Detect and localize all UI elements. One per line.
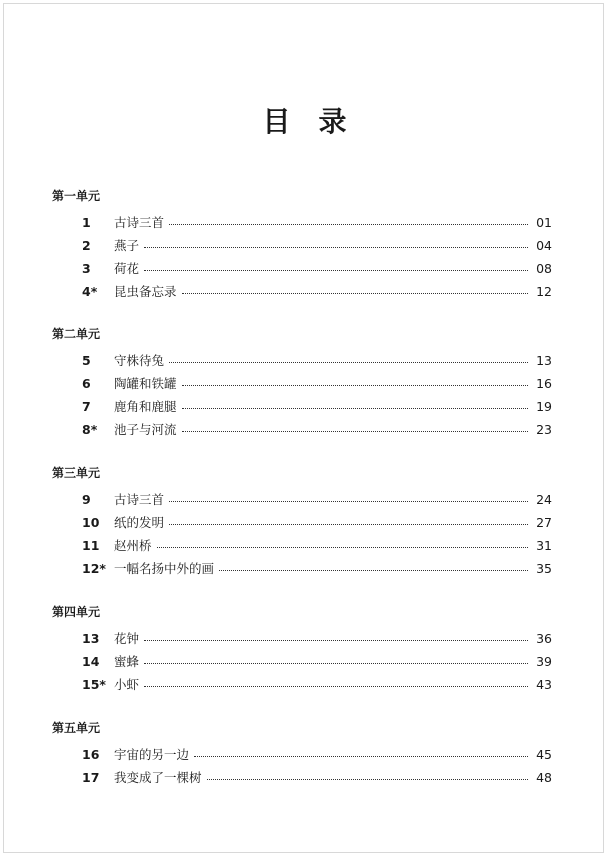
dot-leader — [169, 362, 528, 363]
unit-title: 第三单元 — [52, 466, 101, 480]
lesson-number: 11 — [82, 538, 100, 553]
dot-leader — [182, 385, 528, 386]
toc-entry[interactable] — [52, 557, 552, 580]
unit-1 — [52, 187, 552, 303]
toc-entry[interactable] — [52, 534, 552, 557]
page-number: 43 — [536, 677, 552, 692]
lesson-title: 守株待兔 — [114, 353, 165, 368]
lesson-title: 鹿角和鹿腿 — [114, 399, 177, 414]
page-number: 27 — [536, 515, 552, 530]
lesson-title: 小虾 — [114, 677, 140, 692]
lesson-number: 16 — [82, 747, 100, 762]
dot-leader — [144, 663, 528, 664]
lesson-title: 花钟 — [114, 631, 140, 646]
dot-leader — [182, 408, 528, 409]
page-number: 23 — [536, 422, 552, 437]
lesson-number: 3 — [82, 261, 91, 276]
toc-entry[interactable] — [52, 372, 552, 395]
lesson-title: 池子与河流 — [114, 422, 177, 437]
title-char-1: 目 — [262, 105, 291, 138]
lesson-title: 蜜蜂 — [114, 654, 140, 669]
page-number: 04 — [536, 238, 552, 253]
dot-leader — [157, 547, 528, 548]
dot-leader — [219, 570, 528, 571]
toc-entry[interactable] — [52, 211, 552, 234]
lesson-title: 燕子 — [114, 238, 140, 253]
toc-entry[interactable] — [52, 349, 552, 372]
toc-entry[interactable] — [52, 280, 552, 303]
lesson-title: 古诗三首 — [114, 492, 165, 507]
dot-leader — [182, 431, 528, 432]
page-number: 45 — [536, 747, 552, 762]
toc-entry[interactable] — [52, 673, 552, 696]
lesson-number: 4* — [82, 284, 98, 299]
toc-entry[interactable] — [52, 257, 552, 280]
title-char-2: 录 — [318, 105, 347, 138]
lesson-number: 17 — [82, 770, 100, 785]
lesson-number: 9 — [82, 492, 91, 507]
toc-entry[interactable] — [52, 488, 552, 511]
dot-leader — [144, 686, 528, 687]
lesson-title: 赵州桥 — [114, 538, 152, 553]
page-title — [0, 104, 609, 140]
toc-entry[interactable] — [52, 650, 552, 673]
unit-title: 第二单元 — [52, 327, 101, 341]
dot-leader — [169, 224, 528, 225]
unit-title: 第五单元 — [52, 721, 101, 735]
page-number: 39 — [536, 654, 552, 669]
lesson-number: 2 — [82, 238, 91, 253]
page-number: 08 — [536, 261, 552, 276]
lesson-number: 14 — [82, 654, 100, 669]
toc-entry[interactable] — [52, 418, 552, 441]
lesson-number: 6 — [82, 376, 91, 391]
unit-2 — [52, 325, 552, 441]
page-number: 19 — [536, 399, 552, 414]
page-number: 24 — [536, 492, 552, 507]
lesson-title: 一幅名扬中外的画 — [114, 561, 215, 576]
page-number: 01 — [536, 215, 552, 230]
lesson-title: 宇宙的另一边 — [114, 747, 190, 762]
toc-entry[interactable] — [52, 766, 552, 789]
lesson-title: 古诗三首 — [114, 215, 165, 230]
unit-4 — [52, 603, 552, 696]
lesson-number: 15* — [82, 677, 106, 692]
dot-leader — [144, 270, 528, 271]
lesson-number: 13 — [82, 631, 100, 646]
toc-entry[interactable] — [52, 627, 552, 650]
page-number: 48 — [536, 770, 552, 785]
page-number: 31 — [536, 538, 552, 553]
lesson-number: 1 — [82, 215, 91, 230]
page-number: 12 — [536, 284, 552, 299]
lesson-title: 荷花 — [114, 261, 140, 276]
lesson-number: 5 — [82, 353, 91, 368]
dot-leader — [207, 779, 528, 780]
dot-leader — [169, 501, 528, 502]
dot-leader — [169, 524, 528, 525]
dot-leader — [194, 756, 528, 757]
toc-entry[interactable] — [52, 395, 552, 418]
lesson-title: 陶罐和铁罐 — [114, 376, 177, 391]
toc-entry[interactable] — [52, 234, 552, 257]
dot-leader — [144, 247, 528, 248]
lesson-number: 10 — [82, 515, 100, 530]
lesson-title: 纸的发明 — [114, 515, 165, 530]
dot-leader — [144, 640, 528, 641]
unit-title: 第四单元 — [52, 605, 101, 619]
unit-3 — [52, 464, 552, 580]
toc-entry[interactable] — [52, 511, 552, 534]
lesson-title: 我变成了一棵树 — [114, 770, 202, 785]
page-number: 35 — [536, 561, 552, 576]
page-number: 36 — [536, 631, 552, 646]
lesson-number: 8* — [82, 422, 98, 437]
lesson-number: 7 — [82, 399, 91, 414]
lesson-title: 昆虫备忘录 — [114, 284, 177, 299]
page-number: 13 — [536, 353, 552, 368]
unit-5 — [52, 719, 552, 789]
lesson-number: 12* — [82, 561, 106, 576]
unit-title: 第一单元 — [52, 189, 101, 203]
page-number: 16 — [536, 376, 552, 391]
toc-entry[interactable] — [52, 743, 552, 766]
dot-leader — [182, 293, 528, 294]
